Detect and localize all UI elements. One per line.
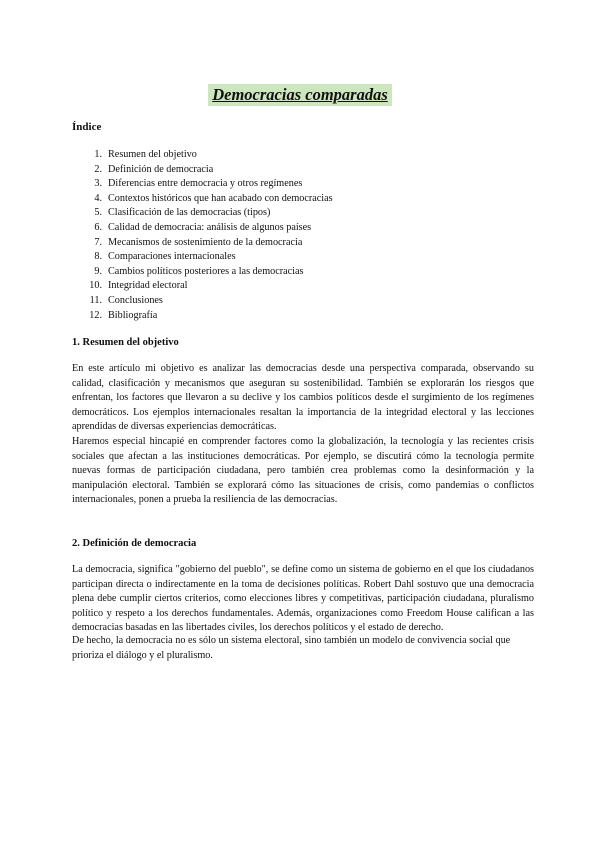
toc-item: 6. Calidad de democracia: análisis de algunos países	[94, 221, 312, 233]
index-heading: Índice	[72, 121, 102, 133]
table-of-contents	[72, 148, 333, 323]
section-2-paragraph-1: La democracia, significa "gobierno del pueblo", se define como un sistema de gobierno en el que los ciudadanos participan directa o indirectamente en la toma de decisiones políticas. Robert Dahl sostuvo que una democracia plena debe cumplir ciertos criterios, como elecciones libres y competitivas, participación ciudadana, pluralismo político y respeto a los derechos fundamentales. Además, organizaciones como Freedom House califican a las democracias basadas en las libertades civiles, los derechos políticos y el estado de derecho.	[72, 564, 534, 634]
toc-item: 12. Bibliografía	[89, 309, 158, 321]
toc-item: 4. Contextos históricos que han acabado con democracias	[94, 192, 333, 204]
toc-item: 1. Resumen del objetivo	[94, 149, 197, 160]
section-1-heading: 1. Resumen del objetivo	[72, 337, 179, 348]
toc-item: 7. Mecanismos de sostenimiento de la democracia	[94, 236, 303, 248]
toc-item: 3. Diferencias entre democracia y otros regímenes	[94, 178, 303, 190]
section-1-paragraph-1: En este artículo mi objetivo es analizar las democracias desde una perspectiva comparada, observando su calidad, clasificación y mecanismos que aseguran su sostenibilidad. También se explorarán los riesgos que enfrentan, los factores que llevaron a su declive y los cambios políticos desde el surgimiento de los regímenes democráticos. Los ejemplos internacionales resaltan la importancia de la integridad electoral y las lecciones aprendidas de diversas experiencias democráticas.	[72, 363, 534, 433]
document-title: Democracias comparadas	[208, 84, 392, 106]
section-2-paragraph-2: De hecho, la democracia no es sólo un sistema electoral, sino también un modelo de convivencia social que prioriza el diálogo y el pluralismo.	[72, 635, 511, 661]
toc-item: 10. Integridad electoral	[89, 280, 188, 292]
title-container	[0, 84, 600, 106]
toc-item: 5. Clasificación de las democracias (tipos)	[94, 207, 271, 219]
toc-item: 11. Conclusiones	[89, 294, 163, 306]
toc-item: 8. Comparaciones internacionales	[94, 251, 236, 263]
section-2-heading: 2. Definición de democracia	[72, 538, 197, 549]
section-1-paragraph-2: Haremos especial hincapié en comprender factores como la globalización, la tecnología y las recientes crisis sociales que afectan a las instituciones democráticas. Por ejemplo, se discutirá cómo la tecnología permite nuevas formas de participación ciudadana, pero también crea problemas como la desinformación y la manipulación electoral. También se explorará cómo las situaciones de crisis, como pandemias o conflictos internacionales, ponen a prueba la resiliencia de las democracias.	[72, 436, 534, 506]
toc-item: 2. Definición de democracia	[94, 163, 214, 175]
toc-item: 9. Cambios políticos posteriores a las democracias	[94, 265, 304, 277]
